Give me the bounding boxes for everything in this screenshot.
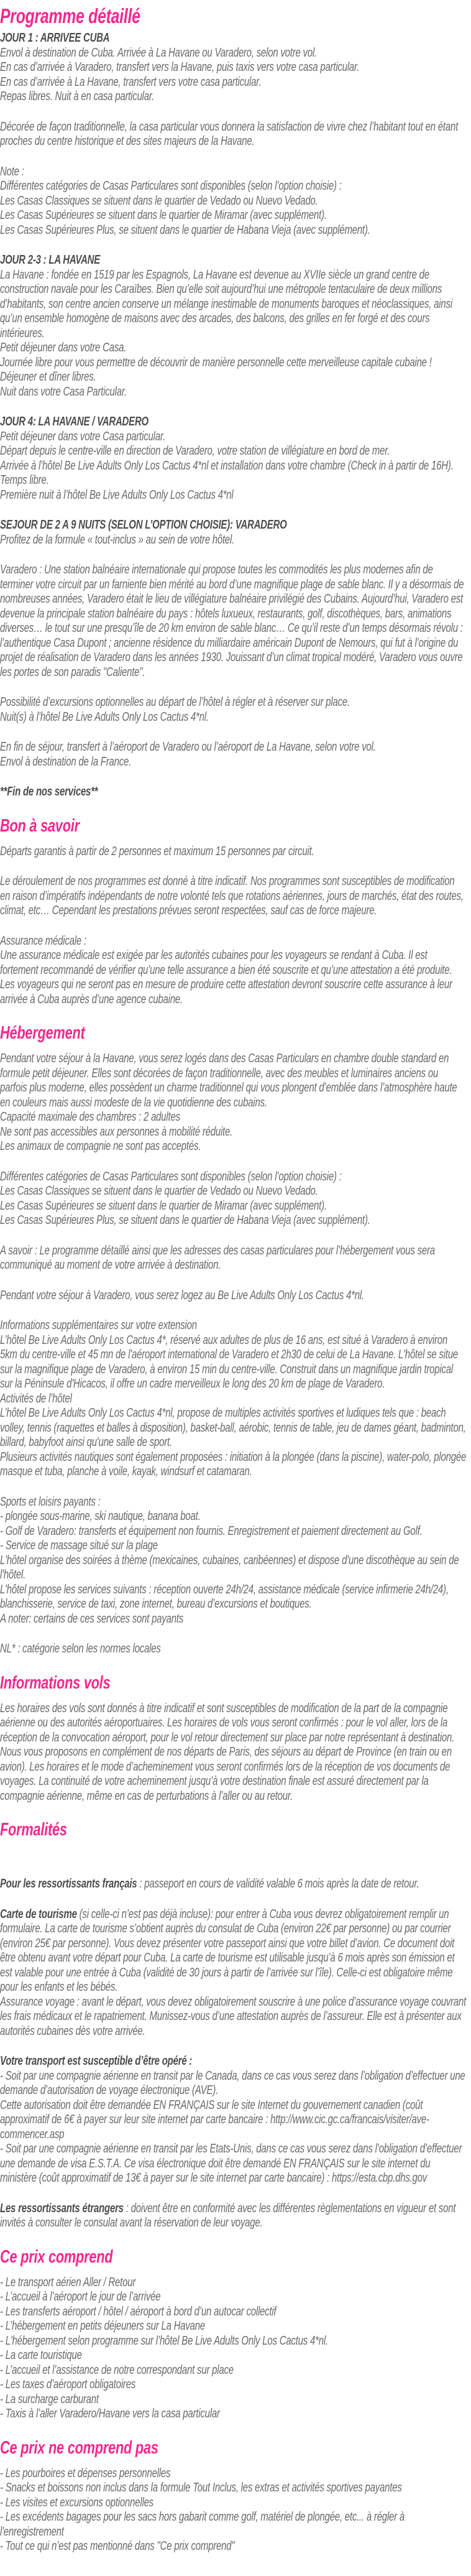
body-text: - L'hébergement selon programme sur l’hôtel Be Live Adults Only Los Cactus 4*nl. bbox=[0, 2333, 328, 2348]
section-heading: Programme détaillé bbox=[0, 4, 140, 27]
text-line bbox=[0, 2363, 467, 2378]
body-text: En cas d’arrivée à La Havane, transfert vers votre casa particular. bbox=[0, 75, 262, 89]
text-line bbox=[0, 444, 467, 459]
body-text: : doivent être en conformité avec les différentes règlementations en vigueur et sont invités à consulter le consulat avant la réservation de leur voyage. bbox=[0, 2201, 456, 2230]
paragraph bbox=[0, 1907, 467, 2039]
body-text: - Golf de Varadero: transferts et équipement non fournis. Enregistrement et paiement directement au Golf. bbox=[0, 1524, 423, 1538]
text-line bbox=[0, 165, 467, 180]
body-text: Pendant votre séjour à Varadero, vous serez logez au Be Live Adults Only Los Cactus 4*nl. bbox=[0, 1288, 364, 1302]
section-heading: Ce prix ne comprend pas bbox=[0, 2437, 158, 2458]
text-line bbox=[0, 268, 467, 341]
text-line bbox=[0, 2142, 467, 2186]
body-text: Les Casas Classiques se situent dans le quartier de Vedado ou Nuevo Vedado. bbox=[0, 1184, 318, 1198]
text-line bbox=[0, 2098, 467, 2143]
text-line bbox=[0, 1907, 467, 1995]
body-text: - Le transport aérien Aller / Retour bbox=[0, 2275, 136, 2289]
text-line bbox=[0, 785, 467, 800]
paragraph bbox=[0, 695, 467, 725]
bold-text: Pour les ressortissants français bbox=[0, 1877, 137, 1891]
body-text: - Les pourboires et dépenses personnelles bbox=[0, 2466, 171, 2480]
body-text: La Havane : fondée en 1519 par les Espagnols, La Havane est devenue au XVIIe siècle un grand centre de construction navale pour les Caraïbes. Bien qu’elle soit aujourd’hui une métropole tentaculaire de deux millions d’habitants, son centre ancien conserve un mélange inestimable de monuments baroques et néoclassiques, ainsi qu’un ensemble homogène de maisons avec des arcades, des balcons, des grilles en fer forgé et des cours intérieures. bbox=[0, 267, 452, 340]
paragraph bbox=[0, 785, 467, 800]
text-line bbox=[0, 1642, 467, 1657]
text-line bbox=[0, 1244, 467, 1273]
paragraph bbox=[0, 1289, 467, 1304]
text-line bbox=[0, 1554, 467, 1583]
body-text: Départ depuis le centre-ville en direction de Varadero, votre station de villégiature en bord de mer. bbox=[0, 444, 390, 458]
paragraph bbox=[0, 1318, 467, 1480]
body-text: Les Casas Supérieures se situent dans le quartier de Miramar (avec supplément). bbox=[0, 1198, 327, 1213]
text-line bbox=[0, 1170, 467, 1185]
text-line bbox=[0, 179, 467, 194]
body-text: Capacité maximale des chambres : 2 adultes bbox=[0, 1110, 180, 1124]
section-heading: Informations vols bbox=[0, 1672, 111, 1693]
text-line bbox=[0, 1125, 467, 1140]
body-text: - Tout ce qui n’est pas mentionné dans "Ce prix comprend" bbox=[0, 2539, 235, 2553]
text-line bbox=[0, 2407, 467, 2422]
body-text: Nuit dans votre Casa Particular. bbox=[0, 384, 127, 399]
text-line bbox=[0, 430, 467, 445]
text-line bbox=[0, 2393, 467, 2407]
text-line bbox=[0, 1199, 467, 1214]
paragraph bbox=[0, 1702, 467, 1804]
body-text: Petit déjeuner dans votre Casa particular. bbox=[0, 429, 165, 443]
bold-text: JOUR 2-3 : LA HAVANE bbox=[0, 253, 101, 267]
body-text: - Les excédents bagages pour les sacs hors gabarit comme golf, matériel de plongée, etc... à régler à l'enregistrement bbox=[0, 2510, 405, 2539]
body-text: Varadero : Une station balnéaire internationale qui propose toutes les commodités les plus modernes afin de terminer votre circuit par un farniente bien mérité au bord d’une magnifique plage de sable blanc. Il y a désormais de nombreuses années, Varadero était le lieu de villégiature balnéaire privilégié des Cubains. Aujourd’hui, Varadero est devenue la principale station balnéaire du pays : hôtels luxueux, restaurants, golf, discothèques, bars, animations diverses… le tout sur une presqu’île de 20 km environ de sable blanc… Ce qu’il reste d’un temps désormais révolu : l’authentique Casa Dupont ; ancienne résidence du milliardaire américain Dupont de Nemours, qui fut à l’origine du projet de réalisation de Varadero dans les années 1930. Jouissant d’un climat tropical modéré, Varadero vous ouvre les portes de son paradis "Caliente". bbox=[0, 563, 464, 679]
body-text: En fin de séjour, transfert à l’aéroport de Varadero ou l’aéroport de La Havane, selon votre vol. bbox=[0, 740, 376, 754]
body-text: Sports et loisirs payants : bbox=[0, 1494, 101, 1509]
text-line bbox=[0, 1139, 467, 1154]
text-line bbox=[0, 2334, 467, 2349]
body-text: - plongée sous-marine, ski nautique, banana boat. bbox=[0, 1509, 201, 1523]
body-text: - Soit par une compagnie aérienne en transit par le Canada, dans ce cas vous serez dans l’obligation d’effectuer une demande d’autorisation de voyage électronique (AVE). bbox=[0, 2069, 465, 2097]
paragraph bbox=[0, 934, 467, 1008]
body-text: Note : bbox=[0, 164, 24, 178]
text-line bbox=[0, 253, 467, 268]
text-line bbox=[0, 2348, 467, 2363]
paragraph bbox=[0, 1244, 467, 1273]
body-text: L'hôtel organise des soirées à thème (mexicaines, cubaines, caribéennes) et dispose d'une discothèque au sein de l'hôtel. bbox=[0, 1553, 459, 1582]
body-text: L'hôtel propose les services suivants : réception ouverte 24h/24, assistance médicale (service infirmerie 24h/24), blanchisserie, service de taxi, zone internet, bureau d’excursions et boutiques. bbox=[0, 1582, 449, 1611]
text-line bbox=[0, 2481, 467, 2496]
text-line bbox=[0, 2305, 467, 2320]
text-line bbox=[0, 1509, 467, 1524]
body-text: Cette autorisation doit être demandée EN FRANÇAIS sur le site Internet du gouvernement canadien (coût approximatif de 6€ à payer sur leur site internet par carte bancaire : http://www.cic.gc.ca/francais/visiter/ave-commencer.asp bbox=[0, 2098, 429, 2141]
body-text: Les horaires des vols sont donnés à titre indicatif et sont susceptibles de modification de la part de la compagnie aérienne ou des autorités aéroportuaires. Les horaires de vols vous seront confirmés : pour le vol aller, lors de la réception de la convocation aéroport, pour le vol retour directement sur place par notre représentant à destination. Nous vous proposons en complément de nos départs de Paris, des séjours au départ de Province (en train ou en avion). Les horaires et le mode d’acheminement vous seront confirmés lors de la réception de vos documents de voyages. La continuité de votre acheminement jusqu’à votre destination finale est assuré directement par la compagnie aérienne, même en cas de perturbations à l’aller ou au retour. bbox=[0, 1701, 455, 1803]
body-text: Arrivée à l’hôtel Be Live Adults Only Los Cactus 4*nl et installation dans votre chambre (Check in à partir de 16H). bbox=[0, 458, 454, 473]
text-line bbox=[0, 90, 467, 104]
text-line bbox=[0, 223, 467, 238]
text-line bbox=[0, 385, 467, 400]
text-line bbox=[0, 2510, 467, 2539]
text-line bbox=[0, 2319, 467, 2334]
text-line bbox=[0, 2467, 467, 2481]
body-text: Une assurance médicale est exigée par les autorités cubaines pour les voyageurs se rendant à Cuba. Il est fortement recommandé de vérifier qu’une telle assurance a bien été souscrite et qu’une attestation a été produite. Les voyageurs qui ne seront pas en mesure de produire cette attestation devront souscrire cette assurance à leur arrivée à Cuba auprès d’une agence cubaine. bbox=[0, 948, 452, 1006]
body-text: - Les transferts aéroport / hôtel / aéroport à bord d’un autocar collectif bbox=[0, 2304, 277, 2319]
text-line bbox=[0, 1406, 467, 1450]
text-line bbox=[0, 563, 467, 680]
text-line bbox=[0, 934, 467, 949]
body-text: Pendant votre séjour à la Havane, vous serez logés dans des Casas Particulars en chambre double standard en formule petit déjeuner. Elles sont décorées de façon traditionnelle, avec des meubles et luminaires anciens ou parfois plus moderne, elles possèdent un charme traditionnel qui vous plongent d’emblée dans l’atmosphère haute en couleurs mais aussi modeste de la vie quotidienne des cubains. bbox=[0, 1052, 457, 1110]
body-text: - Soit par une compagnie aérienne en transit par les Etats-Unis, dans ce cas vous serez dans l’obligation d’effectuer une demande de visa E.S.T.A. Ce visa électronique doit être demandé EN FRANÇAIS sur le site internet du ministère (coût approximatif de 13€ à payer sur le site internet par carte bancaire) : https://esta.cbp.dhs.gov bbox=[0, 2142, 462, 2185]
text-line bbox=[0, 75, 467, 90]
text-line bbox=[0, 1995, 467, 2039]
body-text: Profitez de la formule « tout-inclus » au sein de votre hôtel. bbox=[0, 532, 235, 547]
text-line bbox=[0, 695, 467, 710]
text-line bbox=[0, 740, 467, 755]
body-text: Envol à destination de Cuba. Arrivée à La Havane ou Varadero, selon votre vol. bbox=[0, 45, 317, 60]
text-line bbox=[0, 1450, 467, 1480]
text-line bbox=[0, 473, 467, 488]
text-line bbox=[0, 2069, 467, 2098]
text-line bbox=[0, 415, 467, 430]
text-line bbox=[0, 1213, 467, 1228]
body-text: Différentes catégories de Casas Particulares sont disponibles (selon l’option choisie) : bbox=[0, 179, 342, 193]
body-text: NL* : catégorie selon les normes locales bbox=[0, 1642, 161, 1656]
bold-text: Carte de tourisme bbox=[0, 1907, 77, 1921]
body-text: - La carte touristique bbox=[0, 2348, 82, 2362]
paragraph bbox=[0, 253, 467, 399]
body-text: Journée libre pour vous permettre de découvrir de manière personnelle cette merveilleuse capitale cubaine ! bbox=[0, 355, 432, 369]
paragraph bbox=[0, 2202, 467, 2231]
text-line bbox=[0, 1612, 467, 1627]
body-text: Les animaux de compagnie ne sont pas acceptés. bbox=[0, 1139, 201, 1153]
body-text: Les Casas Supérieures Plus, se situent dans le quartier de Habana Vieja (avec supplément). bbox=[0, 1213, 370, 1227]
text-line bbox=[0, 1392, 467, 1407]
body-text: A savoir : Le programme détaillé ainsi que les adresses des casas particulares pour l’hébergement vous sera communiqué au moment de votre arrivée à destination. bbox=[0, 1243, 435, 1272]
paragraph bbox=[0, 2467, 467, 2554]
text-line bbox=[0, 2290, 467, 2305]
text-line bbox=[0, 533, 467, 548]
text-line bbox=[0, 356, 467, 371]
body-text: - Snacks et boissons non inclus dans la formule Tout Inclus, les extras et activités sportives payantes bbox=[0, 2481, 402, 2495]
body-text: Activités de l’hôtel bbox=[0, 1391, 72, 1406]
paragraph bbox=[0, 1495, 467, 1627]
body-text: Première nuit à l’hôtel Be Live Adults Only Los Cactus 4*nl bbox=[0, 488, 234, 502]
paragraph bbox=[0, 874, 467, 919]
section-heading: Formalités bbox=[0, 1820, 67, 1840]
body-text: Petit déjeuner dans votre Casa. bbox=[0, 341, 127, 354]
text-line bbox=[0, 46, 467, 61]
text-line bbox=[0, 2539, 467, 2554]
section-heading: Bon à savoir bbox=[0, 815, 80, 836]
text-line bbox=[0, 2202, 467, 2231]
body-text: - Les taxes d’aéroport obligatoires bbox=[0, 2378, 136, 2391]
text-line bbox=[0, 2378, 467, 2393]
text-line bbox=[0, 1583, 467, 1612]
body-text: L’hôtel Be Live Adults Only Los Cactus 4*, réservé aux adultes de plus de 16 ans, est situé à Varadero à environ 5km du centre-ville et 45 mn de l'aéroport international de Varadero et 2h30 de celui de La Havane. L'hôtel se situe sur la magnifique plage de Varadero, à environ 15 min du centre-ville. Construit dans un magnifique jardin tropical sur la Péninsule d'Hicacos, il offre un cadre merveilleux le long des 20 km de plage de Varadero. bbox=[0, 1333, 459, 1391]
paragraph bbox=[0, 1170, 467, 1228]
body-text: Les Casas Supérieures Plus, se situent dans le quartier de Habana Vieja (avec supplément). bbox=[0, 223, 370, 237]
text-line bbox=[0, 1289, 467, 1304]
body-text: Le déroulement de nos programmes est donné à titre indicatif. Nos programmes sont susceptibles de modification en raison d’impératifs indépendants de notre volonté tels que rotations aériennes, jours de marchés, état des routes, climat, etc… Cependant les prestations prévues seront respectées, sauf cas de force majeure. bbox=[0, 874, 464, 917]
text-line bbox=[0, 31, 467, 46]
bold-text: JOUR 1 : ARRIVEE CUBA bbox=[0, 31, 110, 45]
paragraph bbox=[0, 2276, 467, 2422]
text-line bbox=[0, 1702, 467, 1804]
text-line bbox=[0, 518, 467, 533]
body-text: Envol à destination de la France. bbox=[0, 754, 132, 769]
body-text: Temps libre. bbox=[0, 473, 49, 487]
body-text: Départs garantis à partir de 2 personnes et maximum 15 personnes par circuit. bbox=[0, 844, 314, 858]
text-line bbox=[0, 1052, 467, 1110]
text-line bbox=[0, 2496, 467, 2511]
section-heading: Ce prix comprend bbox=[0, 2246, 113, 2267]
body-text: - Service de massage situé sur la plage bbox=[0, 1539, 158, 1552]
body-text: Plusieurs activités nautiques sont également proposées : initiation à la plongée (dans la piscine), water-polo, plongée masque et tuba, planche à voile, kayak, windsurf et catamaran. bbox=[0, 1450, 467, 1478]
bold-text: Les ressortissants étrangers bbox=[0, 2201, 124, 2215]
paragraph bbox=[0, 518, 467, 547]
paragraph bbox=[0, 563, 467, 680]
body-text: Différentes catégories de Casas Particulares sont disponibles (selon l’option choisie) : bbox=[0, 1169, 342, 1184]
body-text: Décorée de façon traditionnelle, la casa particular vous donnera la satisfaction de vivre chez l’habitant tout en étant proches du centre historique et des sites majeurs de la Havane. bbox=[0, 119, 459, 148]
body-text: Assurance médicale : bbox=[0, 934, 86, 948]
text-line bbox=[0, 120, 467, 149]
bold-text: **Fin de nos services** bbox=[0, 785, 98, 799]
body-text: Déjeuner et dîner libres. bbox=[0, 370, 96, 384]
bold-text: Votre transport est susceptible d’être opéré : bbox=[0, 2054, 193, 2068]
body-text: Les Casas Supérieures se situent dans le quartier de Miramar (avec supplément). bbox=[0, 208, 327, 222]
text-line bbox=[0, 2054, 467, 2069]
text-line bbox=[0, 845, 467, 859]
paragraph bbox=[0, 2054, 467, 2186]
paragraph bbox=[0, 165, 467, 238]
spacer bbox=[0, 1848, 467, 1877]
text-line bbox=[0, 1318, 467, 1333]
paragraph bbox=[0, 1642, 467, 1657]
text-line bbox=[0, 1333, 467, 1392]
text-line bbox=[0, 459, 467, 474]
body-text: Informations supplémentaires sur votre extension bbox=[0, 1318, 197, 1332]
text-line bbox=[0, 1495, 467, 1510]
body-text: Possibilité d’excursions optionnelles au départ de l’hôtel à régler et à réserver sur place. bbox=[0, 695, 350, 709]
bold-text: SEJOUR DE 2 A 9 NUITS (SELON L’OPTION CHOISIE): VARADERO bbox=[0, 518, 287, 532]
body-text: - L’hébergement en petits déjeuners sur La Havane bbox=[0, 2319, 206, 2333]
text-line bbox=[0, 488, 467, 503]
paragraph bbox=[0, 415, 467, 503]
text-line bbox=[0, 874, 467, 919]
text-line bbox=[0, 710, 467, 725]
body-text: (si celle-ci n’est pas déjà incluse): pour entrer à Cuba vous devrez obligatoirement remplir un formulaire. La carte de tourisme s’obtient auprès du consulat de Cuba (environ 22€ par personne) ou par courrier (environ 25€ par personne). Vous devez présenter votre passeport ainsi que votre billet d’avion. Ce document doit être obtenu avant votre départ pour Cuba. La carte de tourisme est utilisable jusqu’à 6 mois après son émission et est valable pour une entrée à Cuba (validité de 30 jours à partir de l’arrivée sur l’île). Celle-ci est obligatoire même pour les enfants et les bébés. bbox=[0, 1907, 455, 1994]
body-text: A noter: certains de ces services sont payants bbox=[0, 1611, 184, 1626]
body-text: Les Casas Classiques se situent dans le quartier de Vedado ou Nuevo Vedado. bbox=[0, 193, 318, 208]
text-line bbox=[0, 1539, 467, 1554]
text-line bbox=[0, 370, 467, 385]
text-line bbox=[0, 1184, 467, 1199]
text-line bbox=[0, 60, 467, 75]
text-line bbox=[0, 1877, 467, 1892]
body-text: Repas libres. Nuit à en casa particular. bbox=[0, 90, 155, 103]
body-text: Assurance voyage : avant le départ, vous devez obligatoirement souscrire à une police d’assurance voyage couvrant les frais médicaux et le rapatriement. Munissez-vous d’une attestation auprès de l’assureur. Elle est à présenter aux autorités cubaines dès votre arrivée. bbox=[0, 1995, 467, 2038]
body-text: Nuit(s) à l’hôtel Be Live Adults Only Los Cactus 4*nl. bbox=[0, 710, 209, 724]
text-line bbox=[0, 948, 467, 1007]
paragraph bbox=[0, 740, 467, 769]
body-text: En cas d’arrivée à Varadero, transfert vers la Havane, puis taxis vers votre casa particular. bbox=[0, 60, 360, 74]
body-text: Ne sont pas accessibles aux personnes à mobilité réduite. bbox=[0, 1124, 233, 1139]
body-text: : passeport en cours de validité valable 6 mois après la date de retour. bbox=[137, 1877, 419, 1891]
paragraph bbox=[0, 1877, 467, 1892]
text-line bbox=[0, 2276, 467, 2291]
body-text: - L’accueil à l’aéroport le jour de l’arrivée bbox=[0, 2290, 161, 2304]
text-line bbox=[0, 208, 467, 223]
text-line bbox=[0, 341, 467, 356]
paragraph bbox=[0, 120, 467, 149]
body-text: - La surcharge carburant bbox=[0, 2392, 99, 2406]
text-line bbox=[0, 194, 467, 209]
paragraph bbox=[0, 845, 467, 859]
text-line bbox=[0, 755, 467, 770]
text-line bbox=[0, 1110, 467, 1125]
bold-text: JOUR 4: LA HAVANE / VARADERO bbox=[0, 415, 149, 429]
body-text: - L’accueil et l’assistance de notre correspondant sur place bbox=[0, 2363, 234, 2377]
section-heading: Hébergement bbox=[0, 1023, 85, 1043]
body-text: L’hôtel Be Live Adults Only Los Cactus 4*nl, propose de multiples activités sportives et ludiques tels que : beach volley, tennis (raquettes et balles à disposition), basket-ball, aérobic, tennis de table, jeu de dames géant, badminton, billard, babyfoot ainsi qu'une salle de sport. bbox=[0, 1406, 466, 1449]
paragraph bbox=[0, 31, 467, 104]
body-text: - Les visites et excursions optionnelles bbox=[0, 2495, 153, 2509]
paragraph bbox=[0, 1052, 467, 1154]
body-text: - Taxis à l’aller Varadero/Havane vers la casa particular bbox=[0, 2407, 220, 2421]
text-line bbox=[0, 1524, 467, 1539]
